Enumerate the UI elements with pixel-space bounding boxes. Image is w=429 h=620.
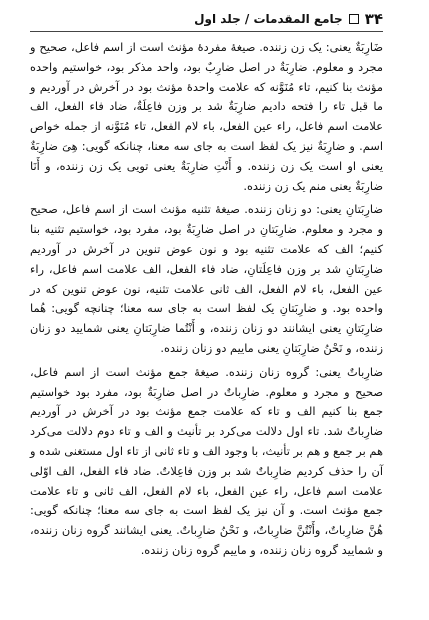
- paragraph-zaribat: ضارِباتٌ یعنی: گروه زنان زننده. صیغهٔ جمع مؤنث است از اسم فاعل، صحیح و مجرد و معلوم. ضارِباتٌ در اصل ضارِبَةٌ بود، مفرد بود خواستیم جمع بنا کنیم الف و تاء که علامت جمع مؤنث بود در آخرش در آوردیم ضارِباتٌ شد. تاء اول دلالت می‌کرد بر تأنیث و الف و تاء دوم دلالت می‌کرد هم بر جمع و هم بر تأنیث، با وجود الف و تاء ثانی از تاء اول مستغنی شده و آن را حذف کردیم ضارِباتٌ شد بر وزن فاعِلاتٌ. ضاد فاء الفعل، الف اوّلی علامت اسم فاعل، راء عین الفعل، باء لام الفعل، الف ثانی و تاء علامت جمع مؤنث است. و آن نیز یک لفظ است به جای سه معنا؛ چنانکه گویی: هُنَّ ضارِباتٌ، وأَنْتُنَّ ضارِباتٌ، و نَحْنُ ضارِباتٌ. یعنی ایشانند گروه زنان زننده، و شمایید گروه زنان زننده، و ماییم گروه زنان زننده.: [30, 364, 383, 557]
- page-number: ۳۴: [364, 10, 383, 28]
- running-title: جامع المقدمات / جلد اول: [194, 12, 343, 26]
- paragraph-zaribah: ضَارِبَةٌ یعنی: یک زن زننده. صیغهٔ مفردهٔ مؤنث است از اسم فاعل، صحیح و مجرد و معلوم. ضارِبَةٌ در اصل ضارِبٌ بود، واحد مذکر بود، خواستیم واحده مؤنث بنا کنیم، تاء مُنَوَّنه که علامت واحدهٔ مؤنث بود در آخرش در آوردیم و ما قبل تاء را فتحه دادیم ضارِبَةٌ شد بر وزن فاعِلَةٌ، ضاد فاء الفعل، الف علامت اسم فاعل، راء عین الفعل، باء لام الفعل، تاء مُنَوَّنه از جمله خواص اسم. و ضارِبَةٌ نیز یک لفظ است به جای سه معنا، چنانکه گویی: هِیَ ضارِبَةٌ یعنی او است یک زن زننده. و أَنْتِ ضارِبَةٌ یعنی تویی یک زن زننده، و أَنَا ضارِبَةٌ یعنی منم یک زن زننده.: [30, 40, 383, 193]
- header-rule: [30, 31, 383, 32]
- square-bullet-icon: [349, 14, 359, 24]
- page-body: [30, 38, 383, 614]
- paragraph-zaribatan: ضارِبَتانِ یعنی: دو زنان زننده. صیغهٔ تثنیه مؤنث است از اسم فاعل، صحیح و مجرد و معلوم. ضارِبَتانِ در اصل ضارِبَةٌ بود، مفرد بود، خواستیم تثنیه بنا کنیم؛ الف که علامت تثنیه بود و نون عوض تنوین در آخرش در آوردیم ضارِبَتانِ شد بر وزن فاعِلَتانِ، ضاد فاء الفعل، الف علامت اسم فاعل، راء عین الفعل، باء لام الفعل، الف ثانی علامت تثنیه، نون عوض تنوین که در واحده بود. و ضارِبَتانِ یک لفظ است به جای سه معنا؛ چنانچه گویی: هُما ضارِبَتانِ یعنی ایشانند دو زنان زننده، و أَنْتُما ضارِبَتانِ یعنی شمایید دو زنان زننده، و نَحْنُ ضارِبَتانِ یعنی ماییم دو زنان زننده.: [30, 202, 383, 355]
- page-header: [30, 8, 383, 30]
